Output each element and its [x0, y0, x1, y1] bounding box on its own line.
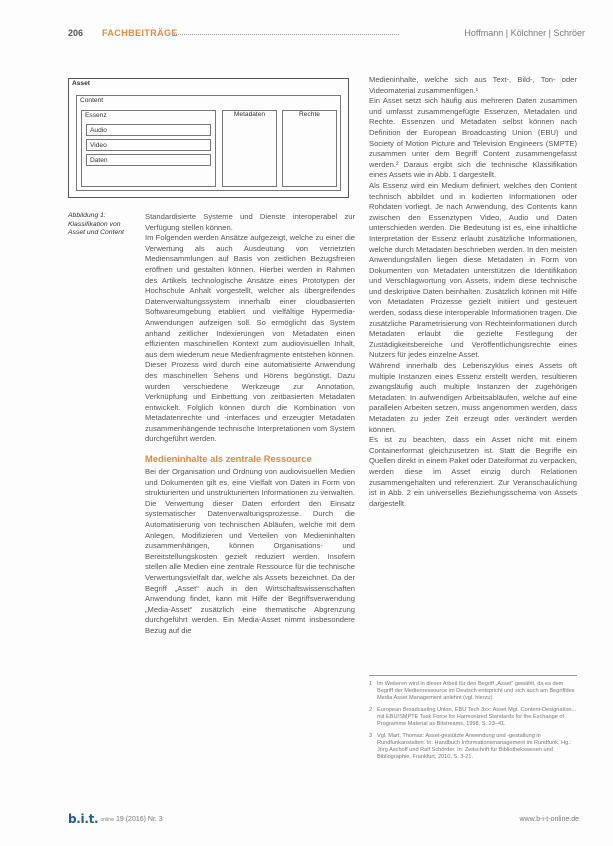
issue-info: 19 (2016) Nr. 3 [116, 816, 163, 823]
page-footer [68, 812, 579, 828]
footnote-text: European Broadcasting Union, EBU Tech 3xx: Asset Mgt. Content-Designation... mit EBU/SMPTE Task Force for Harmonized Standards for the Exchange of Programme Material as Bitstreams, 1998, S. 23–41. [377, 707, 577, 727]
footnote [369, 707, 577, 728]
figure-essence-label: Essenz [85, 112, 107, 119]
footnote-text: Vgl. Mart, Thomas: Asset-gestützte Anwendung und -gestaltung in Rundfunkanstalten. In: Handbuch Informationsmanagement im Rundfunk, Hg.: Jörg Aschoff und Ralf Schörder. In: Zeitschrift für Bibliothekswesen und Bibliographie, Frankfurt, 2010, S. 3-21. [377, 733, 572, 760]
figure-metadata-box [222, 110, 277, 187]
header-authors: Hoffmann | Kölchner | Schröer [464, 28, 585, 38]
footnote-rule [369, 675, 577, 676]
right-paragraph-5: Es ist zu beachten, dass ein Asset nicht mit einem Containerformat gleichzusetzen ist. Statt die Begriffe ein Quellen direkt in einem Paket oder Dateiformat zu verpacken, werden diese im Asset einzig durch Relationen zusammengehalten und referenziert. Zur Veranschaulichung ist in Abb. 2 ein universelles Beziehungsschema von Assets dargestellt. [369, 435, 577, 508]
section-heading: Medieninhalte als zentrale Ressource [145, 453, 312, 465]
logo-text: b.i.t. [68, 812, 99, 826]
right-paragraph-3: Als Essenz wird ein Medium definiert, welches den Content technisch abbildet und in kodierten Informationen oder Rohdaten vorliegt. Je nach Anwendung, des Contents kann zwischen den Essenztypen Video, Audio und Daten unterschieden werden. Die Bedeutung ist es, eine inhaltliche Interpretation der Essenz erlaubt zusätzliche Informationen, welche durch Metadaten beschrieben werden. In den meisten Anwendungsfällen liegen diese Metadaten in Form von Dokumenten von Metadaten unterstützen die Identifikation und Verschlagwortung von Assets, indem diese technische und deskriptive Daten beinhalten. Zusätzlich können mit Hilfe von Metadaten Prozesse gezielt initiiert und gesteuert werden, sodass diese interoperable Informationen tragen. Die zusätzliche Parametrisierung von Rechteinformationen durch Metadaten erlaubt die gezielte Festlegung der Zustädigkeitsbereiche und Veröffentlichungsrechte eines Nutzers für jedes einzelne Asset. [369, 180, 577, 360]
footnote [369, 681, 577, 702]
logo-subtext: online [100, 816, 114, 823]
journal-logo [68, 812, 114, 826]
figure-essence-data: Daten [86, 154, 211, 166]
figure-essence-box [81, 110, 216, 187]
figure-rights-box [282, 110, 337, 187]
footnote-number: 3 [369, 733, 373, 739]
right-paragraph-2: Ein Asset setzt sich häufig aus mehreren Daten zusammen und umfasst zusammengefügte Essenzen, Metadaten und Rechte. Essenzen und Metadaten selbst können nach Definition der European Broadcasting Union (EBU) und Society of Motion Picture and Television Engineers (SMPTE) zusammen unter dem Begriff Content zusammengefasst werden.² Daraus ergibt sich die technische Klassifikation eines Assets wie in Abb. 1 dargestellt. [369, 96, 577, 180]
footnote-number: 1 [369, 681, 373, 687]
right-paragraph-1: Medieninhalte, welche sich aus Text-, Bild-, Ton- oder Videomaterial zusammenfügen.¹ [369, 75, 577, 95]
footnotes [369, 681, 577, 766]
footnote [369, 733, 577, 761]
footnote-number: 2 [369, 707, 373, 713]
left-paragraph-3: Bei der Organisation und Ordnung von audiovisuellen Medien und Dokumenten gilt es, eine Vielfalt von Daten in Form von strukturierten und unstrukturierten Informationen zu verwalten. Die Verwertung dieser Daten erfordert den Einsatz systematischer Datenverwaltungsprozesse. Durch die Automatisierung von technischen Abläufen, welche mit dem Anlegen, Modifizieren und Verteilen von Medieninhalten zusammenhängen, können Organisations- und Bereitstellungskosten gezielt reduziert werden. Insofern stellen alle Medien eine zentrale Ressource für die technische Verwertungsvielfalt dar, welche als Assets bezeichnet. Da der Begriff „Asset“ auch in den Wirtschaftswissenschaften Anwendung findet, kann mit Hilfe der Begriffsverwendung „Media-Asset“ zusätzlich eine thematische Abgrenzung durchgeführt werden. Ein Media-Asset nimmt insbesondere Bezug auf die [145, 467, 355, 635]
right-column [369, 75, 577, 509]
journal-url[interactable]: www.b-i-t-online.de [519, 816, 579, 823]
right-paragraph-4: Während innerhalb des Lebenszyklus eines Assets oft multiple Instanzen eines Essenz erstellt werden, resultieren zwangsläufig auch multiple Instanzen der zugehörigen Metadaten. In aufwendigen Arbeitsabläufen, welche auf eine parallelen Arbeiten setzen, muss angenommen werden, dass Metadaten zu jeder Zeit erzeugt oder verändert werden können. [369, 361, 577, 434]
figure-asset-label: Asset [72, 80, 90, 87]
figure-metadata-label: Metadaten [233, 111, 266, 118]
asset-classification-figure [68, 78, 349, 198]
figure-caption: Abbildung 1: Klassifikation von Asset und Content [68, 212, 124, 237]
header-rule [172, 34, 399, 35]
figure-essence-audio: Audio [86, 124, 211, 136]
left-column [145, 212, 355, 637]
left-paragraph-2: Im Folgenden werden Ansätze aufgezeigt, welche zu einer die Verwertung als auch Ausdeutung von vernetzten Mediensammlungen auf Basis von zeitlichen Bezugsfreien eröffnen und gestalten können. Hierbei werden in Rahmen des Artikels technologische Ansätze eines Prototypen der Hochschule Anhalt vorgestellt, welcher als übergreifendes Datenverwaltungssystem innerhalb einer cloudbasierten Softwareumgebung etabliert und vielfältige Hypermedia-Anwendungen aufzeigen soll. So ermöglicht das System anhand zeitlicher Indexierungen von Metadaten einen effizienten maschinellen Kontext zum audiovisuellen Inhalt, aus dem wiederum neue Medienfragmente entstehen können. Dieser Prozess wird durch eine automatisierte Anwendung des maschinellen Sehens und Hörens begünstigt. Dazu wurden verschiedene Werkzeuge zur Annotation, Verknüpfung und Einbettung von zeitbasierten Metadaten entwickelt. Folglich können durch die Kombination von Metadatenrechte und -interfaces und erzeugter Metadaten zusammenhängende technische Interpretationen vom System durchgeführt werden. [145, 233, 355, 444]
figure-content-box [76, 95, 341, 191]
figure-content-label: Content [80, 97, 104, 104]
section-title: FACHBEITRÄGE [102, 28, 178, 38]
figure-rights-label: Rechte [299, 111, 320, 118]
footnote-text: Im Weiteren wird in dieser Arbeit für den Begriff „Asset“ gewählt, da es dem Begriff der Medienressource im Deutsch entspricht und sich auch am Begriffdes Media Asset Management anlehnt (vgl. hierzu). [377, 681, 575, 701]
left-paragraph-1: Standardisierte Systeme und Dienste interoperabel zur Verfügung stellen können. [145, 212, 355, 232]
page-number: 206 [68, 28, 84, 38]
figure-essence-video: Video [86, 139, 211, 151]
page-header [68, 28, 585, 42]
